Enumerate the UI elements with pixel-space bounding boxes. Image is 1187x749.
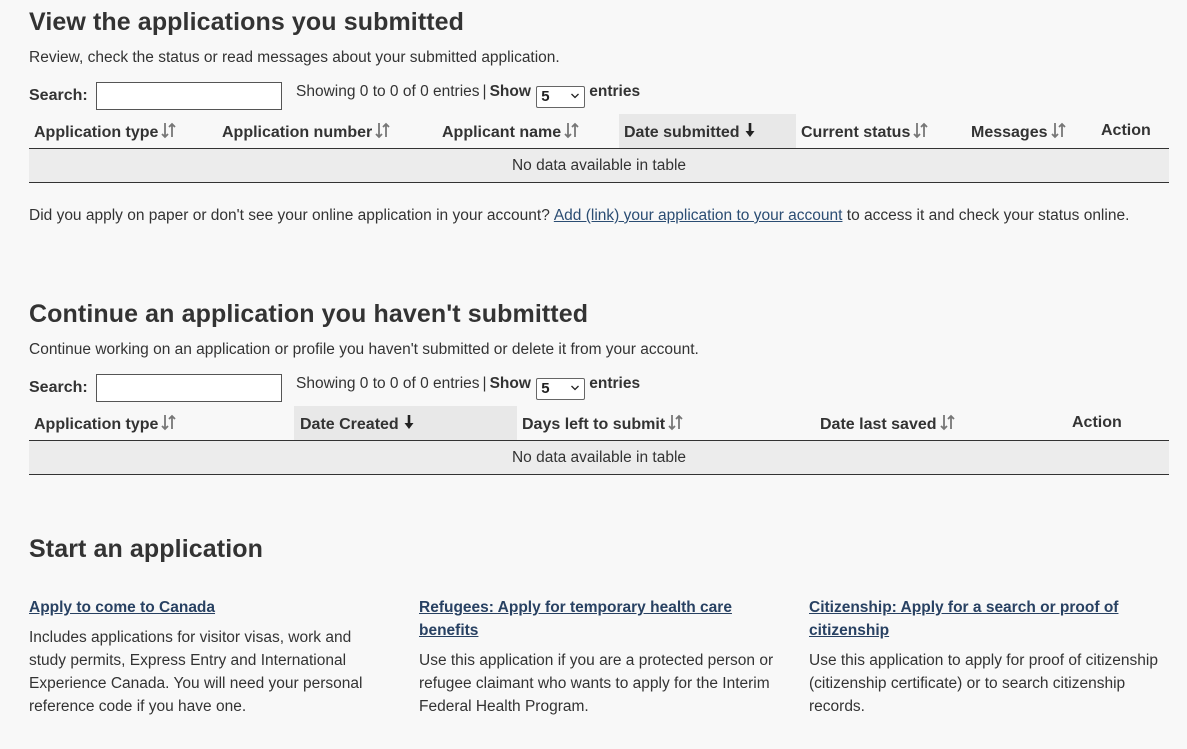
paper-note: [29, 204, 1169, 227]
col-label: Applicant name: [442, 124, 562, 141]
sort-icon: [564, 122, 582, 139]
submitted-description: Review, check the status or read messages about your submitted application.: [29, 49, 560, 66]
page-size-value: 5: [541, 380, 550, 397]
submitted-search-row: [29, 82, 1169, 110]
sort-icon: [1051, 122, 1069, 139]
submitted-table-header: [29, 114, 1169, 149]
col-days-left[interactable]: [522, 406, 686, 440]
chevron-down-icon: [571, 92, 579, 100]
col-action: [1101, 114, 1151, 148]
chevron-down-icon: [571, 384, 579, 392]
card-description: Use this application to apply for proof of citizenship (citizenship certificate) or to search citizenship records.: [809, 652, 1158, 715]
unsubmitted-entries-info: Showing 0 to 0 of 0 entries | Show 5 entries: [296, 375, 640, 400]
sort-icon: [940, 414, 958, 431]
empty-table-row: No data available in table: [29, 441, 1169, 475]
col-application-type[interactable]: [34, 406, 179, 440]
showing-text: Showing 0 to 0 of 0 entries: [296, 375, 480, 392]
unsubmitted-description: Continue working on an application or profile you haven't submitted or delete it from your account.: [29, 341, 699, 358]
col-label: Date Created: [300, 416, 399, 433]
col-current-status[interactable]: [801, 114, 931, 148]
entries-label: entries: [589, 375, 641, 392]
page-size-value: 5: [541, 88, 550, 105]
col-application-type[interactable]: [34, 114, 179, 148]
col-application-number[interactable]: [222, 114, 393, 148]
apply-to-canada-link[interactable]: Apply to come to Canada: [29, 599, 216, 616]
add-application-link[interactable]: Add (link) your application to your account: [553, 207, 843, 224]
col-label: Days left to submit: [522, 416, 666, 433]
unsubmitted-table: [29, 406, 1169, 475]
submitted-table: [29, 114, 1169, 183]
sort-icon: [668, 414, 686, 431]
col-label: Current status: [801, 124, 911, 141]
unsubmitted-search-input[interactable]: [96, 374, 282, 402]
submitted-entries-info: Showing 0 to 0 of 0 entries | Show 5 entries: [296, 83, 640, 108]
search-label: Search:: [29, 87, 88, 104]
sort-descending-icon: [402, 414, 420, 431]
submitted-page-size-select[interactable]: [536, 86, 585, 108]
col-messages[interactable]: [971, 114, 1069, 148]
card-description: Use this application if you are a protected person or refugee claimant who wants to apply for the Interim Federal Health Program.: [419, 652, 774, 715]
entries-label: entries: [589, 83, 641, 100]
sort-icon: [375, 122, 393, 139]
col-action: [1072, 406, 1122, 440]
col-label: Date last saved: [820, 416, 937, 433]
submitted-heading: View the applications you submitted: [29, 8, 465, 36]
col-date-submitted[interactable]: [619, 114, 796, 148]
col-label: Application type: [34, 416, 159, 433]
unsubmitted-table-header: [29, 406, 1169, 441]
unsubmitted-page-size-select[interactable]: [536, 378, 585, 400]
card-apply-to-canada: [29, 596, 389, 718]
show-label: Show: [489, 375, 531, 392]
card-citizenship: [809, 596, 1169, 718]
search-label: Search:: [29, 379, 88, 396]
col-label: Action: [1072, 414, 1122, 431]
col-label: Action: [1101, 122, 1151, 139]
start-heading: Start an application: [29, 535, 263, 563]
card-refugees-health: [419, 596, 779, 718]
col-applicant-name[interactable]: [442, 114, 582, 148]
card-description: Includes applications for visitor visas, work and study permits, Express Entry and International Experience Canada. You will need your personal reference code if you have one.: [29, 629, 363, 715]
col-date-last-saved[interactable]: [820, 406, 958, 440]
col-date-created[interactable]: [294, 406, 517, 440]
unsubmitted-search-row: [29, 374, 1169, 402]
show-label: Show: [489, 83, 531, 100]
paper-note-text: Did you apply on paper or don't see your online application in your account?: [29, 207, 550, 224]
col-label: Messages: [971, 124, 1048, 141]
sort-icon: [161, 414, 179, 431]
submitted-search-input[interactable]: [96, 82, 282, 110]
refugees-health-link[interactable]: Refugees: Apply for temporary health care benefits: [419, 599, 732, 639]
showing-text: Showing 0 to 0 of 0 entries: [296, 83, 480, 100]
sort-icon: [161, 122, 179, 139]
empty-table-row: No data available in table: [29, 149, 1169, 183]
sort-icon: [913, 122, 931, 139]
citizenship-proof-link[interactable]: Citizenship: Apply for a search or proof of citizenship: [809, 599, 1119, 639]
unsubmitted-heading: Continue an application you haven't submitted: [29, 300, 589, 328]
paper-note-text-after: to access it and check your status online.: [842, 207, 1130, 224]
col-label: Application type: [34, 124, 159, 141]
col-label: Application number: [222, 124, 373, 141]
col-label: Date submitted: [624, 124, 740, 141]
sort-descending-icon: [743, 122, 761, 139]
